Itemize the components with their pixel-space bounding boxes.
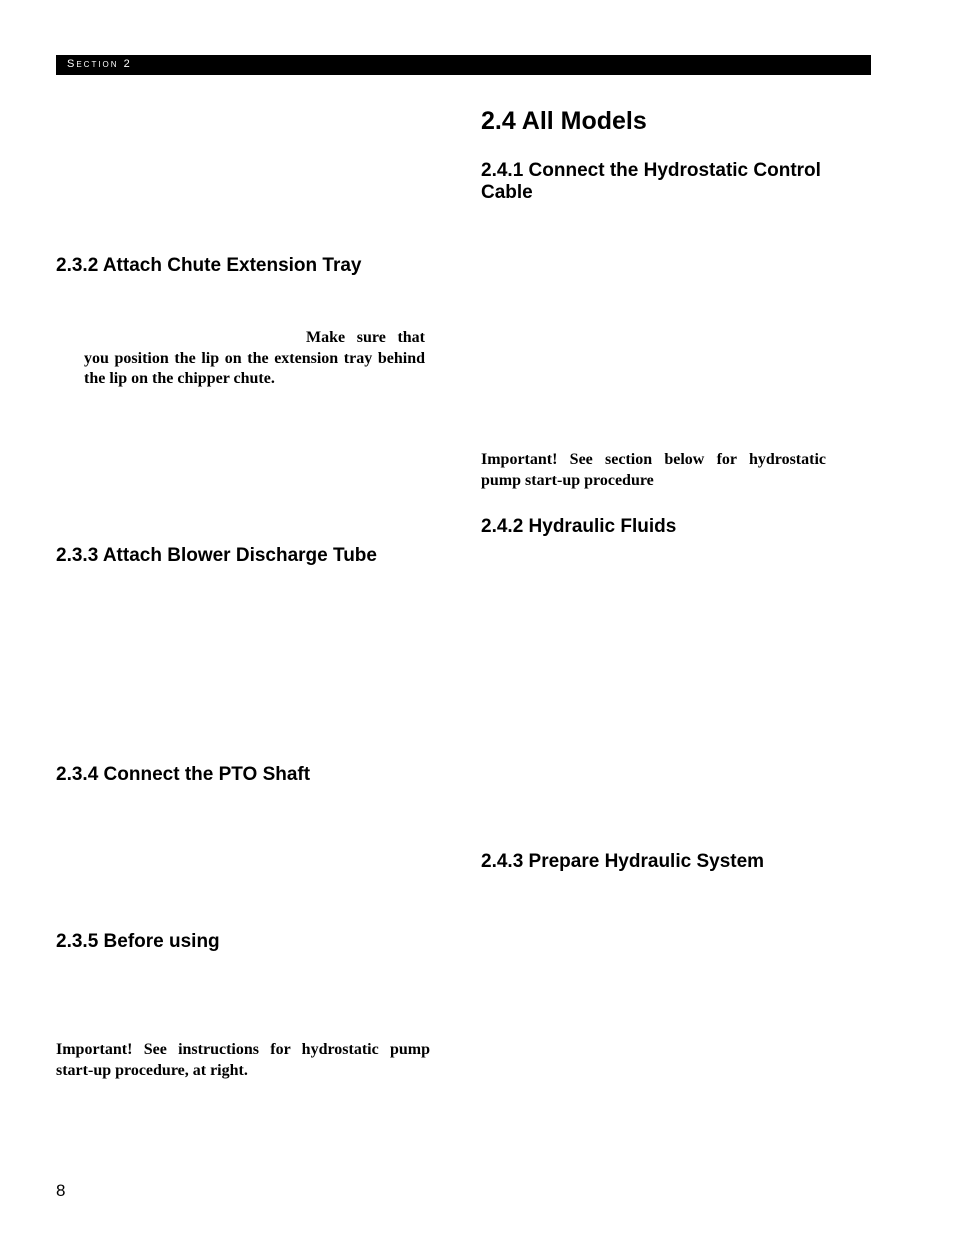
- section-label: Section 2: [67, 58, 132, 70]
- section-header-bar: [56, 55, 871, 75]
- note-hydrostatic-important: Important! See section below for hydrostatic pump start-up procedure: [481, 451, 826, 489]
- heading-before-using: 2.3.5 Before using: [56, 931, 220, 952]
- heading-connect-hydrostatic-control-cable: 2.4.1 Connect the Hydrostatic Control Cable: [481, 160, 821, 203]
- heading-prepare-hydraulic-system: 2.4.3 Prepare Hydraulic System: [481, 851, 765, 872]
- heading-all-models: 2.4 All Models: [481, 107, 647, 135]
- heading-connect-pto-shaft: 2.3.4 Connect the PTO Shaft: [56, 764, 311, 785]
- heading-attach-blower-discharge-tube: 2.3.3 Attach Blower Discharge Tube: [56, 545, 377, 566]
- page-number: 8: [56, 1181, 66, 1200]
- note-before-using-important: Important! See instructions for hydrostatic pump start-up procedure, at right.: [56, 1041, 430, 1079]
- note-chute-extension-lip: Make sure that you position the lip on the extension tray behind the lip on the chipper chute.: [84, 329, 425, 387]
- heading-hydraulic-fluids: 2.4.2 Hydraulic Fluids: [481, 516, 677, 537]
- heading-attach-chute-extension-tray: 2.3.2 Attach Chute Extension Tray: [56, 255, 362, 276]
